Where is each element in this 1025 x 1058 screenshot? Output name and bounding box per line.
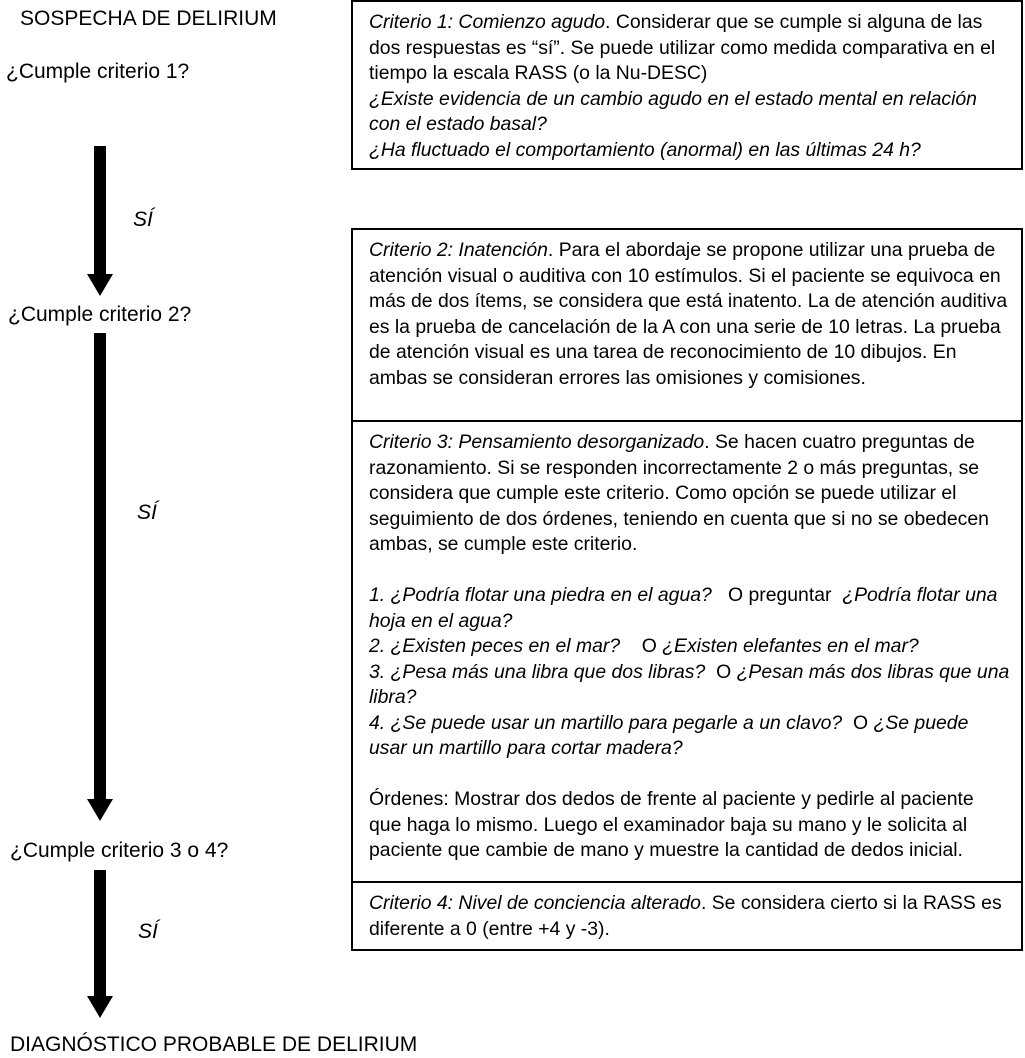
item-question-a: 2. ¿Existen peces en el mar? [369, 635, 621, 657]
item-question-b: ¿Podría flotar una hoja en el agua? [369, 584, 998, 632]
diagnosis-label: DIAGNÓSTICO PROBABLE DE DELIRIUM [10, 1033, 418, 1056]
item-question-a: 1. ¿Podría flotar una piedra en el agua? [369, 584, 712, 606]
criterion-3-orders: Órdenes: Mostrar dos dedos de frente al paciente y pedirle al paciente que haga lo mismo. Luego el examinador baja su mano y le solicita al paciente que cambie de mano y muestre la cantidad de dedos inicial. [369, 788, 974, 861]
arrow-down-3 [84, 870, 116, 1020]
question-criterion-2: ¿Cumple criterio 2? [8, 303, 192, 326]
criterion-3-item [369, 583, 1011, 634]
criterion-4-text: . Se considera cierto si la RASS es diferente a 0 (entre +4 y -3). [369, 892, 1002, 940]
criterion-2-title: Criterio 2: Inatención [369, 239, 548, 261]
arrow-down-1 [84, 146, 116, 298]
item-question-b: ¿Pesan más dos libras que una libra? [369, 660, 1010, 708]
item-or: O [853, 711, 869, 734]
criterion-1-title: Criterio 1: Comienzo agudo [369, 11, 606, 33]
criterion-2-box [351, 228, 1023, 422]
criterion-3-item [369, 711, 1011, 762]
question-criterion-1: ¿Cumple criterio 1? [6, 60, 190, 83]
criterion-3-item [369, 660, 1011, 711]
criterion-1-question-1: ¿Existe evidencia de un cambio agudo en el estado mental en relación con el estado basal? [369, 87, 977, 135]
criterion-1-text: . Considerar que se cumple si alguna de las dos respuestas es “sí”. Se puede utilizar como medida comparativa en el tiempo la escala RASS (o la Nu-DESC) [369, 11, 996, 84]
criterion-4-title: Criterio 4: Nivel de conciencia alterado [369, 892, 701, 914]
criterion-1-box [351, 0, 1023, 170]
yes-label-1: SÍ [133, 208, 153, 231]
criterion-3-title: Criterio 3: Pensamiento desorganizado [369, 431, 705, 453]
yes-label-3: SÍ [138, 920, 158, 943]
item-or: O [641, 635, 657, 657]
item-question-a: 4. ¿Se puede usar un martillo para pegarle a un clavo? [369, 711, 843, 734]
item-or: O preguntar [727, 584, 832, 606]
criterion-4-box [351, 881, 1023, 951]
criterion-3-text: . Se hacen cuatro preguntas de razonamiento. Si se responden incorrectamente 2 o más preguntas, se considera que cumple este criterio. Como opción se puede utilizar el seguimiento de dos órdenes, teniendo en cuenta que si no se obedecen ambas, se cumple este criterio. [369, 431, 989, 555]
criterion-2-text: . Para el abordaje se propone utilizar una prueba de atención visual o auditiva con 10 estímulos. Si el paciente se equivoca en más de dos ítems, se considera que está inatento. La de atención auditiva es la prueba de cancelación de la A con una serie de 10 letras. La prueba de atención visual es una tarea de reconocimiento de 10 dibujos. En ambas se consideran errores las omisiones y comisiones. [369, 239, 1008, 389]
criterion-1-question-2: ¿Ha fluctuado el comportamiento (anormal) en las últimas 24 h? [369, 138, 921, 161]
question-criterion-3-or-4: ¿Cumple criterio 3 o 4? [10, 839, 229, 862]
item-question-b: ¿Se puede usar un martillo para cortar madera? [369, 711, 969, 759]
item-or: O [716, 660, 732, 683]
criterion-3-item [369, 634, 1011, 660]
yes-label-2: SÍ [137, 501, 157, 524]
start-label: SOSPECHA DE DELIRIUM [20, 7, 277, 30]
arrow-down-2 [84, 333, 116, 823]
item-question-b: ¿Existen elefantes en el mar? [662, 635, 919, 657]
criterion-3-box [351, 420, 1023, 883]
item-question-a: 3. ¿Pesa más una libra que dos libras? [369, 660, 706, 683]
